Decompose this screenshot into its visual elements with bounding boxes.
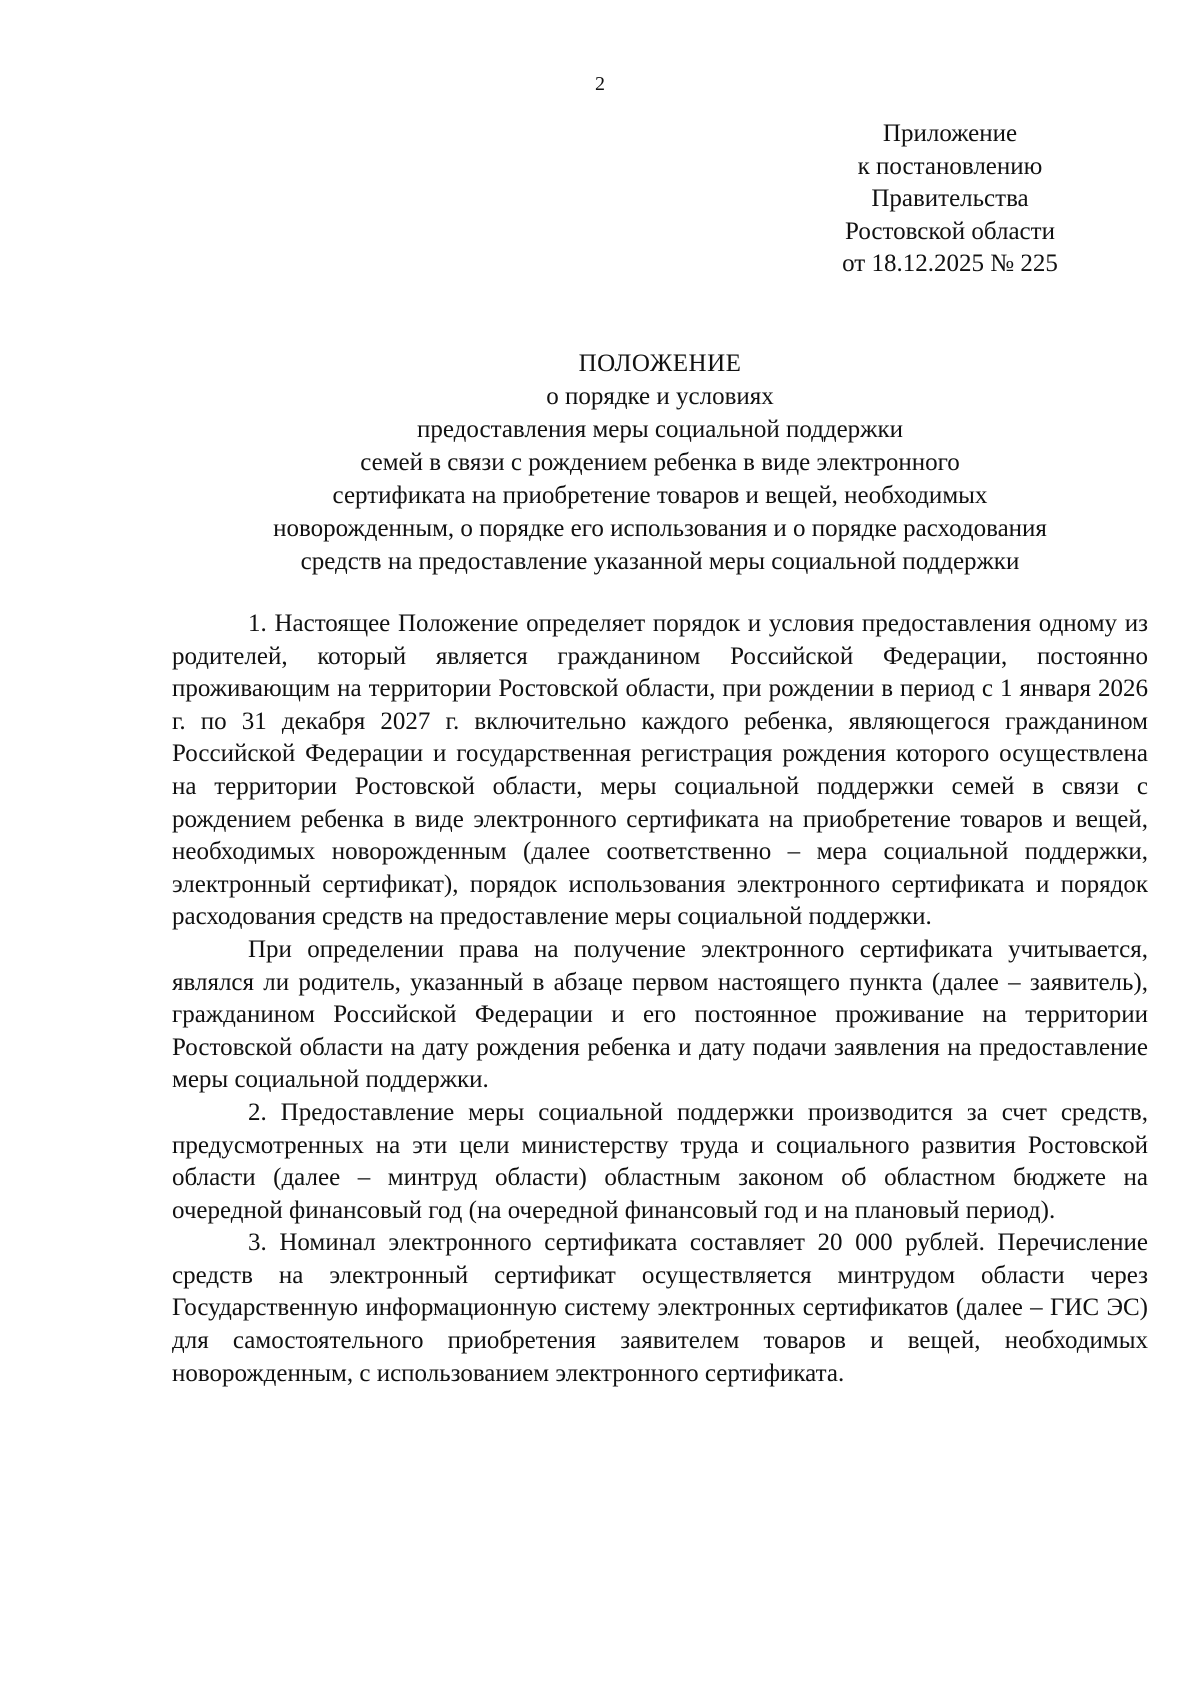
appendix-header (820, 118, 1080, 281)
document-title (160, 347, 1160, 578)
title-line: средств на предоставление указанной меры социальной поддержки (300, 548, 1020, 575)
appendix-line: Правительства (871, 185, 1029, 212)
appendix-line: Ростовской области (845, 217, 1055, 245)
title-line: новорожденным, о порядке его использования и о порядке расходования (273, 515, 1047, 542)
paragraph: При определении права на получение электронного сертификата учитывается, являлся ли родитель, указанный в абзаце первом настоящего пункта (далее – заявитель), гражданином Российской Федерации и его постоянное проживание на территории Ростовской области на дату рождения ребенка и дату подачи заявления на предоставление меры социальной поддержки. (172, 935, 1148, 1094)
appendix-line: Приложение (882, 120, 1018, 147)
title-heading: ПОЛОЖЕНИЕ (578, 350, 742, 377)
appendix-line: к постановлению (857, 152, 1043, 180)
title-line: о порядке и условиях (546, 383, 774, 410)
page-number: 2 (595, 73, 605, 95)
appendix-line: от 18.12.2025 № 225 (842, 250, 1058, 277)
title-line: предоставления меры социальной поддержки (417, 416, 903, 443)
document-body (172, 608, 1148, 1390)
title-line: семей в связи с рождением ребенка в виде электронного (360, 449, 960, 476)
paragraph: 2. Предоставление меры социальной поддержки производится за счет средств, предусмотренных на эти цели министерству труда и социального развития Ростовской области (далее – минтруд области) областным законом об областном бюджете на очередной финансовый год (на очередной финансовый год и на плановый период). (172, 1098, 1148, 1224)
paragraph: 1. Настоящее Положение определяет порядок и условия предоставления одному из родителей, который является гражданином Российской Федерации, постоянно проживающим на территории Ростовской области, при рождении в период с 1 января 2026 г. по 31 декабря 2027 г. включительно каждого ребенка, являющегося гражданином Российской Федерации и государственная регистрация рождения которого осуществлена на территории Ростовской области, меры социальной поддержки семей в связи с рождением ребенка в виде электронного сертификата на приобретение товаров и вещей, необходимых новорожденным (далее соответственно – мера социальной поддержки, электронный сертификат), порядок использования электронного сертификата и порядок расходования средств на предоставление меры социальной поддержки. (172, 610, 1148, 931)
title-line: сертификата на приобретение товаров и вещей, необходимых (332, 482, 988, 509)
paragraph: 3. Номинал электронного сертификата составляет 20 000 рублей. Перечисление средств на электронный сертификат осуществляется минтрудом области через Государственную информационную систему электронных сертификатов (далее – ГИС ЭС) для самостоятельного приобретения заявителем товаров и вещей, необходимых новорожденным, с использованием электронного сертификата. (172, 1229, 1148, 1387)
